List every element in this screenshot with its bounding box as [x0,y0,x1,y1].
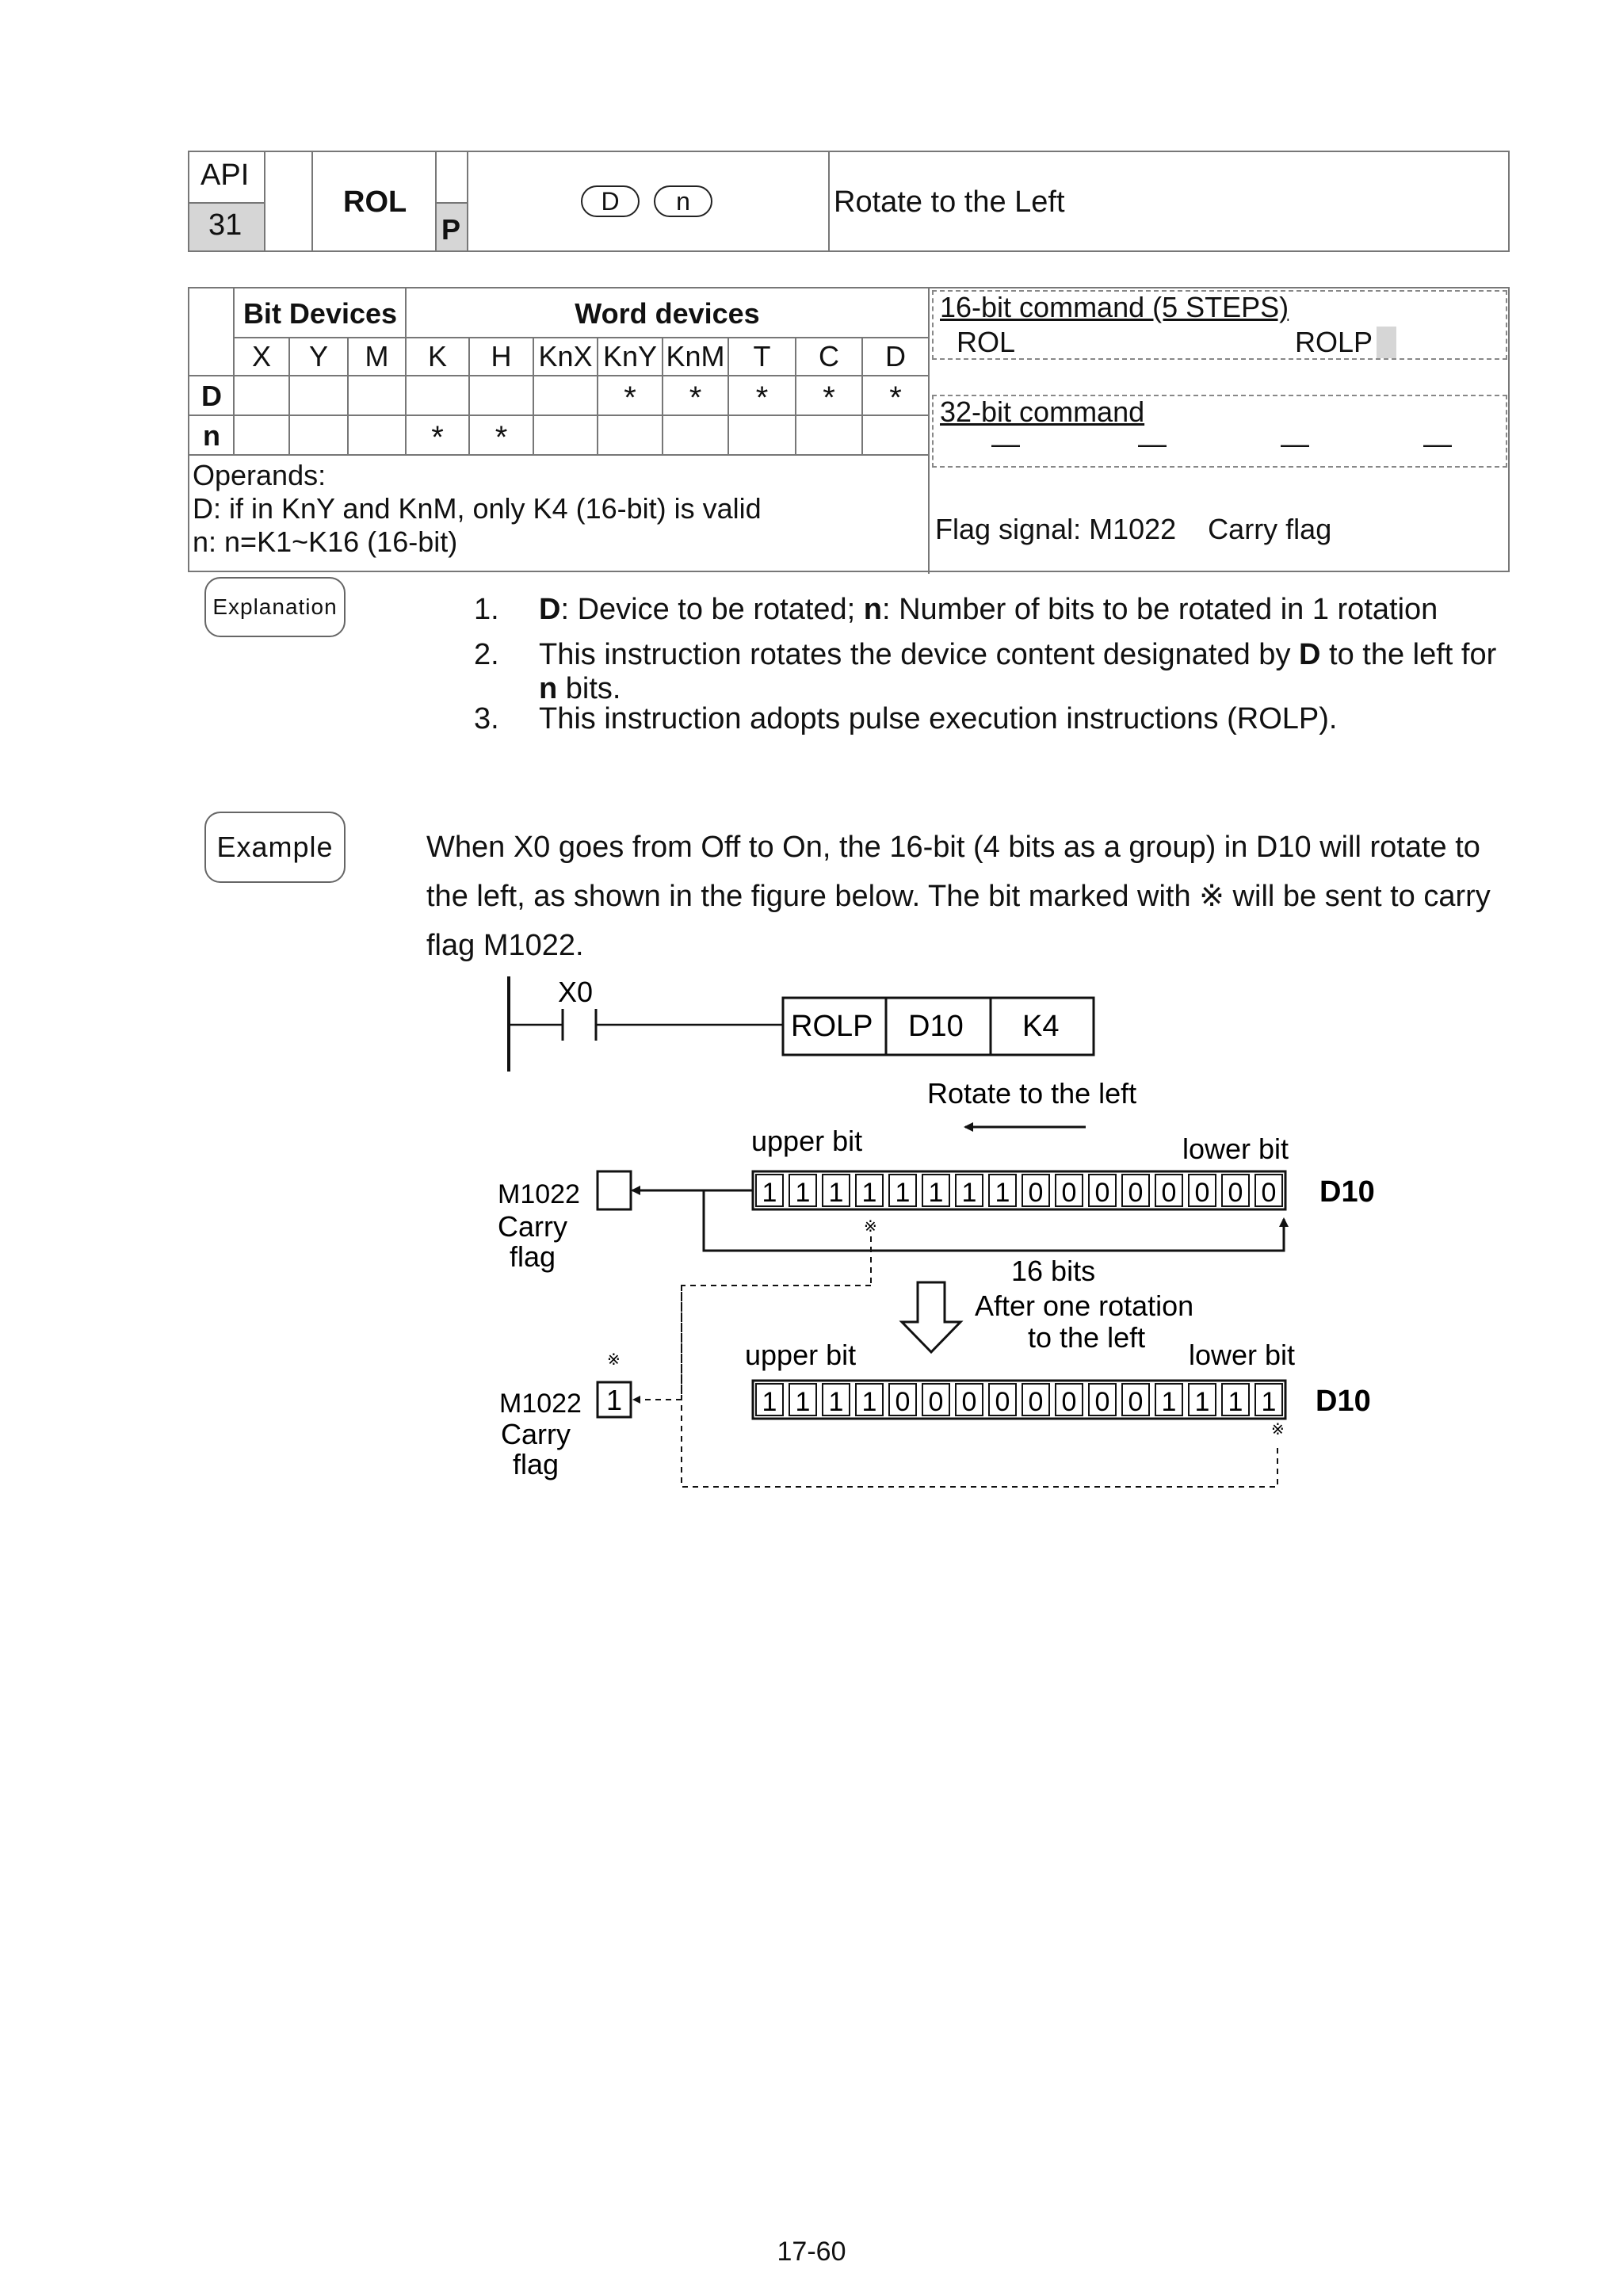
bit-after-value: 0 [1128,1387,1144,1417]
bit-after-value: 1 [1228,1387,1243,1417]
api-number: 31 [208,208,242,242]
col-header: X [251,340,271,372]
example-badge-label: Example [216,831,334,863]
bit-before-value: 0 [1261,1178,1277,1208]
lower-bit-label-after: lower bit [1189,1339,1296,1371]
instruction-count: K4 [1022,1010,1060,1043]
col-header: D [885,340,906,372]
col-header: T [753,340,771,372]
ladder-rung [509,976,1094,1072]
bit-before-value: 0 [1128,1178,1144,1208]
function-title: Rotate to the Left [834,185,1065,219]
bit-before-value: 0 [1161,1178,1177,1208]
cmd32-op: — [1423,427,1452,460]
bit-before-value: 0 [1194,1178,1210,1208]
cmd32-op: — [1281,427,1309,460]
bit-after-value: 1 [861,1387,877,1417]
col-header: C [819,340,839,372]
bit-before-value: 0 [1228,1178,1243,1208]
flag-word-after: flag [513,1448,559,1480]
carry-device-label-after: M1022 [499,1389,582,1419]
bit-after-value: 0 [895,1387,911,1417]
d10-register-before [753,1171,1285,1209]
operands-title: Operands: [193,459,327,491]
contact-label: X0 [558,976,594,1008]
bit-count-label: 16 bits [1011,1255,1096,1287]
bit-before-value: 0 [1094,1178,1110,1208]
upper-bit-label: upper bit [751,1125,863,1157]
instruction-mnemonic: ROLP [791,1010,873,1043]
explanation-item-2: This instruction rotates the device content designated by D to the left for n bits. [539,638,1497,705]
flag-signal: Flag signal: M1022 Carry flag [935,513,1332,545]
bit-after-value: 1 [1194,1387,1210,1417]
bit-before-value: 1 [895,1178,911,1208]
bit-after-value: 0 [1028,1387,1044,1417]
page-number: 17-60 [777,2237,846,2267]
bit-before-value: 1 [861,1178,877,1208]
col-header: KnY [602,340,658,372]
cmd32-op: — [991,427,1020,460]
col-header: M [365,340,389,372]
support-mark: * [755,380,769,415]
bit-devices-heading: Bit Devices [242,297,398,330]
cmd16-pulse-op: ROLP [1295,326,1373,358]
bit-before-value: 1 [995,1178,1010,1208]
bit-before-value: 0 [1061,1178,1077,1208]
lower-bit-label: lower bit [1182,1133,1289,1165]
direction-label: Rotate to the left [927,1077,1137,1110]
col-header: K [427,340,447,372]
cmd32-title: 32-bit command [940,395,1145,428]
support-mark: * [495,420,508,455]
instruction-dest: D10 [908,1010,964,1043]
bit-before-value: 0 [1028,1178,1044,1208]
after-rotation-line2: to the left [1028,1321,1146,1354]
carry-flag-value-after: 1 [605,1384,623,1416]
bit-before-value: 1 [828,1178,844,1208]
flag-word: flag [510,1240,556,1273]
operand-note-d: D: if in KnY and KnM, only K4 (16-bit) is valid [193,492,762,525]
cmd16-op: ROL [957,326,1016,358]
row-label-d: D [201,380,222,412]
cmd16-title: 16-bit command (5 STEPS) [940,291,1289,323]
bit-after-value: 1 [1261,1387,1277,1417]
col-header: KnM [666,340,725,372]
explanation-item-3: This instruction adopts pulse execution instructions (ROLP). [539,702,1338,735]
bit-before-value: 1 [928,1178,944,1208]
bit-after-value: 0 [928,1387,944,1417]
d10-label-before: D10 [1319,1175,1375,1209]
explanation-num-2: 2. [474,638,499,671]
support-mark: * [431,420,444,455]
bit-after-value: 0 [961,1387,977,1417]
carry-flag-box-before [598,1171,631,1209]
operand-d-pill: D [581,185,640,217]
operand-note-n: n: n=K1~K16 (16-bit) [193,525,458,558]
col-header: H [491,340,512,372]
example-line-3: flag M1022. [426,929,584,962]
row-label-n: n [203,419,220,452]
upper-bit-label-after: upper bit [745,1339,857,1371]
example-line-2: the left, as shown in the figure below. The bit marked with ※ will be sent to carry [426,880,1491,913]
support-mark: * [624,380,636,415]
explanation-num-1: 1. [474,593,499,626]
after-rotation-line1: After one rotation [975,1289,1194,1322]
col-header: Y [308,340,328,372]
pulse-flag: P [441,213,461,246]
bit-before-value: 1 [961,1178,977,1208]
col-header: KnX [538,340,593,372]
mnemonic: ROL [343,185,407,219]
bit-before-value: 1 [795,1178,811,1208]
cmd32-op: — [1138,427,1167,460]
bit-after-value: 0 [995,1387,1010,1417]
explanation-badge-label: Explanation [212,594,338,619]
mark-carry: ※ [607,1351,621,1369]
api-label: API [200,159,250,192]
bit-after-value: 0 [1094,1387,1110,1417]
mark-after: ※ [1271,1421,1285,1438]
bit-after-value: 1 [1161,1387,1177,1417]
bit-after-value: 1 [828,1387,844,1417]
support-mark: * [823,380,835,415]
operand-n-pill: n [654,185,712,217]
down-arrow [902,1282,960,1352]
carry-word: Carry [498,1210,567,1243]
support-mark: * [889,380,902,415]
bit-after-value: 1 [795,1387,811,1417]
carry-device-label: M1022 [498,1179,580,1209]
word-devices-heading: Word devices [575,297,760,330]
d10-register-after [753,1381,1285,1419]
mark-before: ※ [864,1218,877,1236]
d10-label-after: D10 [1316,1385,1371,1418]
bit-before-value: 1 [762,1178,777,1208]
explanation-item-1: D: Device to be rotated; n: Number of bits to be rotated in 1 rotation [539,593,1438,626]
bit-after-value: 0 [1061,1387,1077,1417]
example-line-1: When X0 goes from Off to On, the 16-bit (4 bits as a group) in D10 will rotate to [426,831,1480,864]
support-mark: * [689,380,702,415]
explanation-num-3: 3. [474,702,499,735]
carry-word-after: Carry [501,1418,571,1450]
bit-after-value: 1 [762,1387,777,1417]
